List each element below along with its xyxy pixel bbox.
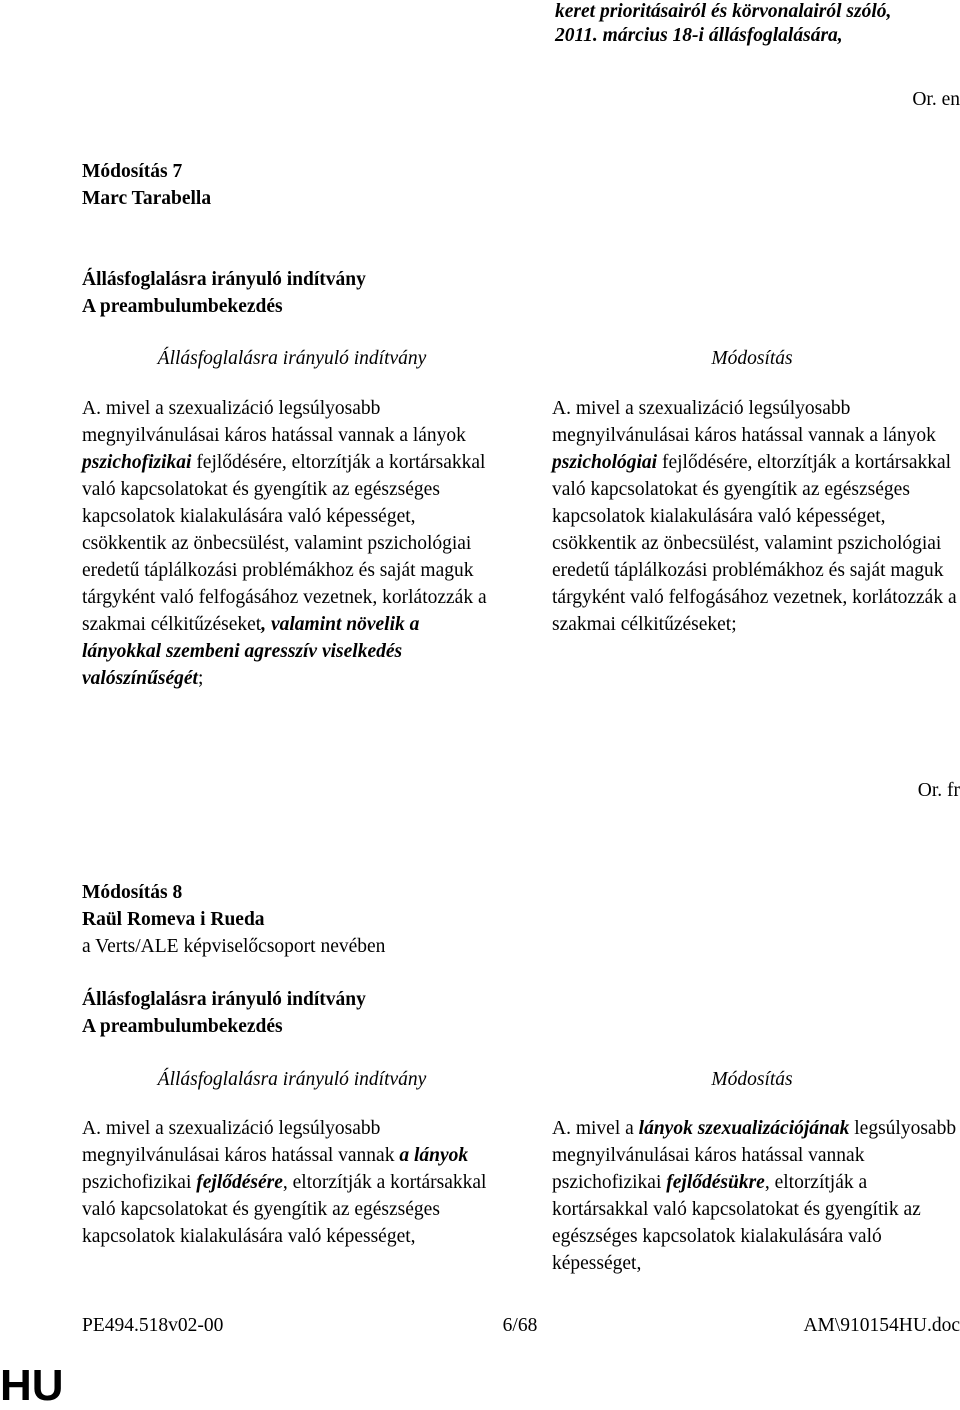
changed-text: pszichológiai [552, 452, 658, 473]
amendment-8-amended-text [552, 1115, 957, 1277]
changed-text: , valamint növelik a lányokkal szembeni agresszív viselkedés valószínűségét [82, 614, 420, 689]
footer-page-number: 6/68 [502, 1315, 538, 1336]
orig-lang-7: Or. en [912, 89, 960, 110]
text-run: fejlődésére, eltorzítják a kortársakkal való kapcsolatokat és gyengítik az egészséges kapcsolatok kialakulására való képességet, csökkentik az önbecsülést, valamint pszichológiai eredetű táplálkozási problémákhoz és saját maguk tárgyként való felfogásához vezetnek, korlátozzák a szakmai célkitűzéseket; [552, 452, 957, 635]
text-run: , eltorzítják a kortársakkal való kapcsolatokat és gyengítik az egészséges kapcsolatok kialakulására való képességet, [82, 1172, 487, 1247]
doc-header-line1: keret prioritásairól és körvonalairól szóló, [555, 1, 892, 22]
amendment-8-heading [82, 879, 782, 960]
amendment-number: Módosítás 8 [82, 882, 183, 903]
footer-doc-ref: PE494.518v02-00 [82, 1315, 224, 1336]
text-run: A. mivel a szexualizáció legsúlyosabb megnyilvánulásai káros hatással vannak [82, 1118, 400, 1166]
changed-text: fejlődésére [196, 1172, 283, 1193]
col-header-right: Módosítás [711, 1069, 793, 1090]
amendment-7-original-text [82, 395, 492, 692]
footer-file-name: AM\910154HU.doc [803, 1315, 960, 1336]
target-document: Állásfoglalásra irányuló indítvány [82, 989, 366, 1010]
amendment-group: a Verts/ALE képviselőcsoport nevében [82, 936, 386, 957]
text-run: pszichofizikai [82, 1172, 197, 1193]
col-header-left: Állásfoglalásra irányuló indítvány [157, 1069, 427, 1090]
changed-text: a lányok [399, 1145, 469, 1166]
text-run: A. mivel a szexualizáció legsúlyosabb megnyilvánulásai káros hatással vannak a lányok [552, 398, 936, 446]
changed-text: fejlődésükre [666, 1172, 765, 1193]
text-run: fejlődésére, eltorzítják a kortársakkal való kapcsolatokat és gyengítik az egészséges kapcsolatok kialakulására való képességet, csökkentik az önbecsülést, valamint pszichológiai eredetű táplálkozási problémákhoz és saját maguk tárgyként való felfogásához vezetnek, korlátozzák a szakmai célkitűzéseket [82, 452, 487, 635]
orig-lang-8: Or. fr [917, 780, 960, 801]
amendment-7-target [82, 266, 782, 320]
amendment-7-heading [82, 158, 782, 212]
doc-header-line2: 2011. március 18-i állásfoglalására, [555, 25, 843, 46]
target-paragraph: A preambulumbekezdés [82, 296, 283, 317]
changed-text: pszichofizikai [82, 452, 192, 473]
col-header-left: Állásfoglalásra irányuló indítvány [157, 348, 427, 369]
text-run: A. mivel a szexualizáció legsúlyosabb megnyilvánulásai káros hatással vannak a lányok [82, 398, 466, 446]
changed-text: lányok szexualizációjának [638, 1118, 850, 1139]
amendment-number: Módosítás 7 [82, 161, 183, 182]
text-run: A. mivel a [552, 1118, 639, 1139]
amendment-8-target [82, 986, 782, 1040]
col-header-right: Módosítás [711, 348, 793, 369]
doc-header [555, 0, 955, 48]
amendment-author: Marc Tarabella [82, 188, 212, 209]
footer-language-code: HU [0, 1361, 64, 1410]
text-run: , eltorzítják a kortársakkal való kapcsolatokat és gyengítik az egészséges kapcsolatok kialakulására való képességet, [552, 1172, 921, 1274]
text-run: ; [197, 668, 204, 689]
amendment-author: Raül Romeva i Rueda [82, 909, 265, 930]
amendment-7-amended-text [552, 395, 957, 638]
text-run: legsúlyosabb megnyilvánulásai káros hatással vannak pszichofizikai [552, 1118, 957, 1193]
amendment-8-original-text [82, 1115, 492, 1250]
target-paragraph: A preambulumbekezdés [82, 1016, 283, 1037]
target-document: Állásfoglalásra irányuló indítvány [82, 269, 366, 290]
